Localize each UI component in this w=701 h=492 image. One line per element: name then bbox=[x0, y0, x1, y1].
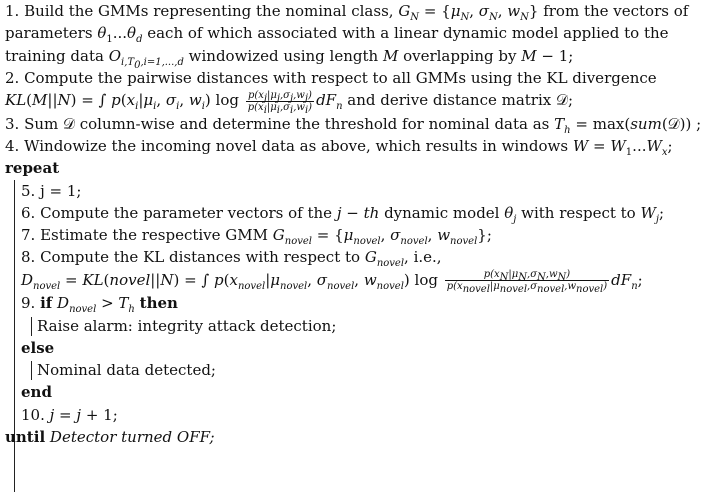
algorithm-block bbox=[5, 0, 701, 448]
step-10: 10. j = j + 1; bbox=[21, 405, 118, 424]
step-9: 9. if $D_{novel} > T_h$ then bbox=[21, 294, 178, 316]
step-8-line-a: 8. Compute the KL distances with respect to $G_{novel}$, i.e., bbox=[21, 248, 442, 270]
nominal-line: Nominal data detected; bbox=[37, 361, 216, 380]
repeat-keyword: repeat bbox=[5, 159, 60, 178]
step-1-line-a: 1. Build the GMMs representing the nominal class, $G_N = \{\mu_N$, $\sigma_N$, $w_N$} from the vectors of bbox=[5, 2, 689, 23]
until-condition: Detector turned OFF; bbox=[49, 428, 215, 447]
step-7: 7. Estimate the respective GMM $G_{novel} = \{\mu_{novel}$, $\sigma_{novel}$, $w_{novel}$}; bbox=[21, 226, 492, 248]
step-1-line-c: training data $O_{i,T_0,i=1,...,d}$ windowized using length M overlapping by M − 1; bbox=[5, 46, 574, 71]
step-6: 6. Compute the parameter vectors of the j − th dynamic model $\theta_j$ with respect to $W_j$; bbox=[21, 203, 665, 225]
step-5: 5. j = 1; bbox=[21, 181, 82, 200]
if-body bbox=[5, 315, 689, 337]
until-line bbox=[5, 426, 689, 448]
kl-fraction: $\frac{p(x_j|\mu_j,\sigma_j,w_j)}{p(x_i|\mu_i,\sigma_i,w_i)}$ bbox=[247, 89, 313, 116]
step-8-line-b: $D_{novel}$ = KL(novel||N) = ∫ $p(x_{novel}|\mu_{novel}$, $\sigma_{novel}$, $w_{novel}$) log $\frac{p(x_N|\mu_N,\sigma_N,w_N)}{p(x_{novel}|\mu_{novel},\sigma_{novel},w_{novel})}$ $dF_n$; bbox=[21, 269, 643, 296]
else-bar bbox=[31, 361, 32, 380]
if-bar bbox=[31, 317, 32, 336]
until-keyword: until bbox=[5, 428, 46, 447]
step-1-line-b: parameters $\theta_1...\theta_d$ each of which associated with a linear dynamic model applied to the bbox=[5, 24, 669, 46]
alarm-line: Raise alarm: integrity attack detection; bbox=[37, 316, 337, 335]
step-4: 4. Windowize the incoming novel data as above, which results in windows $W = W_1...W_x$; bbox=[5, 136, 673, 158]
repeat-body bbox=[5, 180, 689, 426]
kl-novel-fraction: $\frac{p(x_N|\mu_N,\sigma_N,w_N)}{p(x_{novel}|\mu_{novel},\sigma_{novel},w_{novel})}$ bbox=[446, 269, 608, 296]
step-2-line-a: 2. Compute the pairwise distances with respect to all GMMs using the KL divergence bbox=[5, 68, 657, 87]
else-keyword: else bbox=[21, 338, 55, 357]
end-keyword: end bbox=[21, 383, 52, 402]
step-3: 3. Sum 𝒟 column-wise and determine the threshold for nominal data as $T_h$ = max(sum(𝒟)) ; bbox=[5, 114, 701, 136]
step-2-line-b: KL(M||N) = ∫ $p(x_i|\mu_i$, $\sigma_i$, $w_i$) log $\frac{p(x_j|\mu_j,\sigma_j,w_j)}{p(x_i|\mu_i,\sigma_i,w_i)}$ $dF_n$ and derive distance matrix 𝒟; bbox=[5, 89, 574, 116]
else-body bbox=[5, 359, 689, 381]
